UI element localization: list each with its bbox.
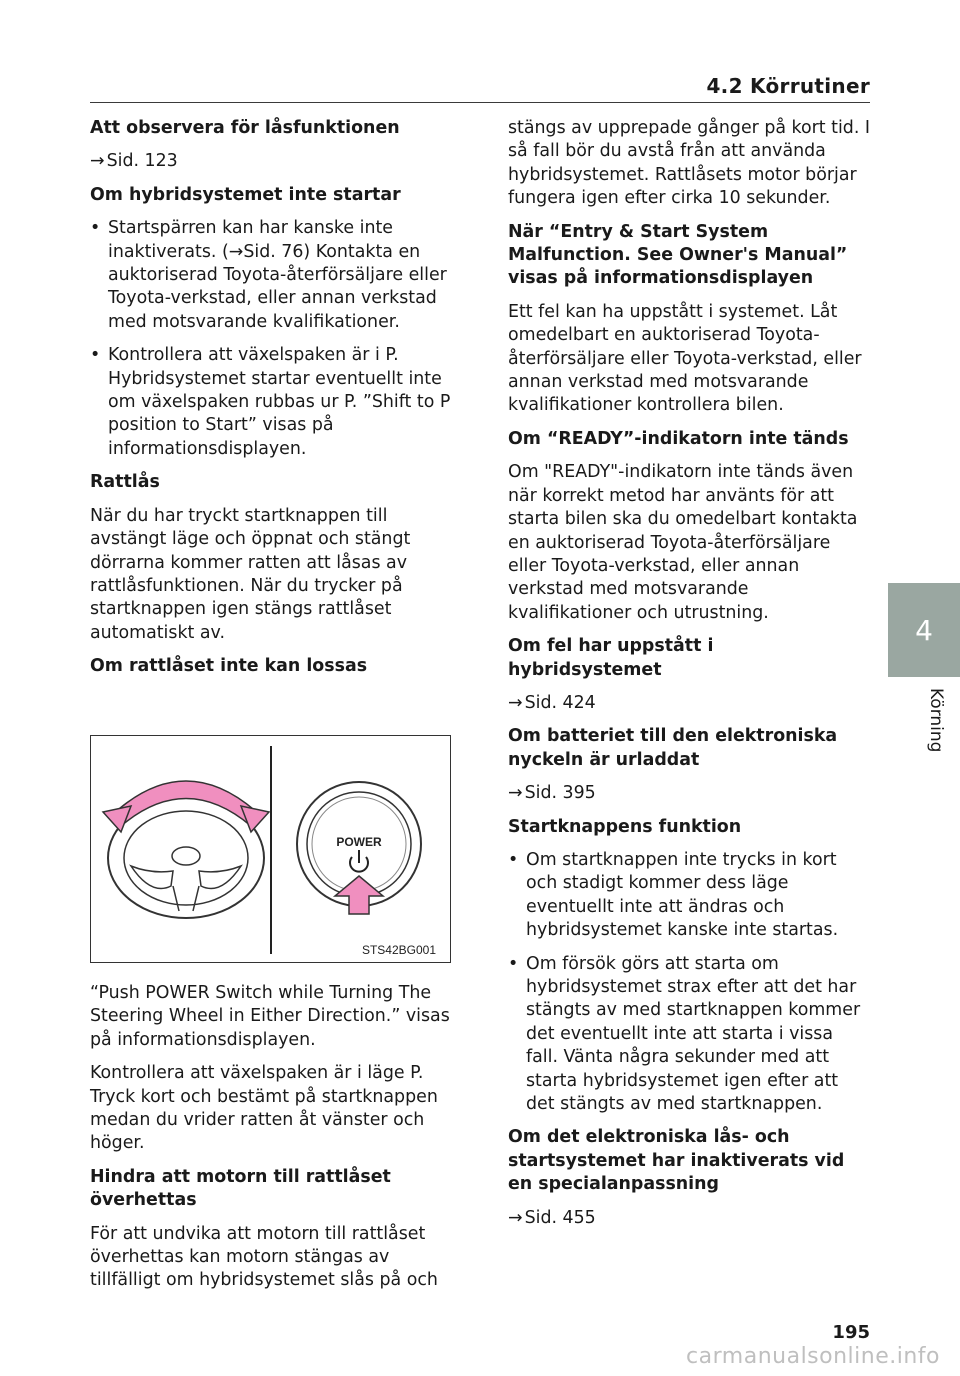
- paragraph: För att undvika att motorn till rattlåset överhettas kan motorn stängas av tillfälligt om hybridsystemet slås på och: [90, 1223, 438, 1291]
- list-item: • Om startknappen inte trycks in kort och stadigt kommer dess läge eventuellt inte att ändras och hybridsystemet kanske inte startas.: [508, 849, 870, 943]
- left-column: [90, 117, 452, 689]
- left-column-continued: [90, 982, 452, 1303]
- paragraph: “Push POWER Switch while Turning The Steering Wheel in Either Direction.” visas på informationsdisplayen.: [90, 983, 450, 1050]
- paragraph: När du har tryckt startknappen till avstängt läge och öppnat och stängt dörrarna kommer ratten att låsas av rattlåsfunktionen. När du trycker på startknappen igen stängs rattlåset automatiskt av.: [90, 505, 411, 643]
- watermark: carmanualsonline.info: [686, 1344, 940, 1369]
- paragraph: Om "READY"-indikatorn inte tänds även när korrekt metod har använts för att starta bilen ska du omedelbart kontakta en auktoriserad Toyota-återförsäljare eller Toyota-verkstad, eller annan verkstad med motsvarande kvalifikationer och utrustning.: [508, 462, 858, 623]
- page-ref[interactable]: → Sid. 424: [508, 692, 596, 713]
- page-number: 195: [832, 1322, 870, 1343]
- chapter-label: Körning: [926, 687, 946, 753]
- heading-entry-start-malfunction: När “Entry & Start System Malfunction. See Owner's Manual” visas på informationsdisplayen: [508, 221, 848, 289]
- arrow-right-icon: →: [508, 783, 523, 804]
- page-ref[interactable]: → Sid. 123: [90, 151, 178, 172]
- illustration-figure: [90, 735, 451, 963]
- paragraph: stängs av upprepade gånger på kort tid. I så fall bör du avstå från att använda hybridsystemet. Rattlåsets motor börjar fungera igen efter cirka 10 sekunder.: [508, 118, 871, 209]
- arrow-right-icon: →: [90, 151, 105, 172]
- chapter-tab[interactable]: [888, 583, 960, 677]
- heading-motor-overheat: Hindra att motorn till rattlåset överhettas: [90, 1166, 391, 1211]
- page-ref[interactable]: → Sid. 395: [508, 783, 596, 804]
- heading-hybrid-not-start: Om hybridsystemet inte startar: [90, 184, 401, 205]
- list-item: • Startspärren kan har kanske inte inaktiverats. (→Sid. 76) Kontakta en auktoriserad Toyota-återförsäljare eller Toyota-verkstad, eller annan verkstad med motsvarande kvalifikationer.: [90, 217, 452, 334]
- arrow-right-icon: →: [508, 1207, 523, 1228]
- section-title: 4.2 Körrutiner: [706, 74, 870, 98]
- header-divider: [90, 102, 870, 103]
- figure-code: STS42BG001: [361, 943, 436, 957]
- arrow-right-icon: →: [508, 692, 523, 713]
- chapter-number: 4: [915, 613, 933, 647]
- heading-lock-function: Att observera för låsfunktionen: [90, 118, 400, 138]
- heading-key-battery: Om batteriet till den elektroniska nyckeln är urladdat: [508, 726, 838, 770]
- steering-and-power-illustration: [91, 736, 450, 962]
- paragraph: Ett fel kan ha uppstått i systemet. Låt omedelbart en auktoriserad Toyota-återförsäljare eller Toyota-verkstad, eller annan verkstad med motsvarande kvalifikationer kontrollera bilen.: [508, 301, 862, 416]
- page-ref[interactable]: → Sid. 455: [508, 1207, 596, 1228]
- list-item: • Om försök görs att starta om hybridsystemet strax efter att det har stängts av med startknappen kommer det eventuellt inte att starta i vissa fall. Vänta några sekunder med att starta hybridsystemet igen efter att det stängts av med startknappen.: [508, 953, 870, 1117]
- heading-lock-not-release: Om rattlåset inte kan lossas: [90, 656, 368, 677]
- right-column: [508, 117, 870, 1240]
- heading-steering-lock: Rattlås: [90, 472, 160, 493]
- heading-hybrid-fault: Om fel har uppstått i hybridsystemet: [508, 636, 714, 680]
- heading-system-deactivated: Om det elektroniska lås- och startsystemet har inaktiverats vid en specialanpassning: [508, 1127, 845, 1195]
- heading-start-button-function: Startknappens funktion: [508, 816, 742, 837]
- heading-ready-indicator: Om “READY”-indikatorn inte tänds: [508, 428, 849, 449]
- list-item: • Kontrollera att växelspaken är i P. Hybridsystemet startar eventuellt inte om växelspaken rubbas ur P. ”Shift to P position to Start” visas på informationsdisplayen.: [90, 344, 452, 461]
- power-label: POWER: [336, 835, 382, 849]
- paragraph: Kontrollera att växelspaken är i läge P. Tryck kort och bestämt på startknappen medan du vrider ratten åt vänster och höger.: [90, 1063, 438, 1154]
